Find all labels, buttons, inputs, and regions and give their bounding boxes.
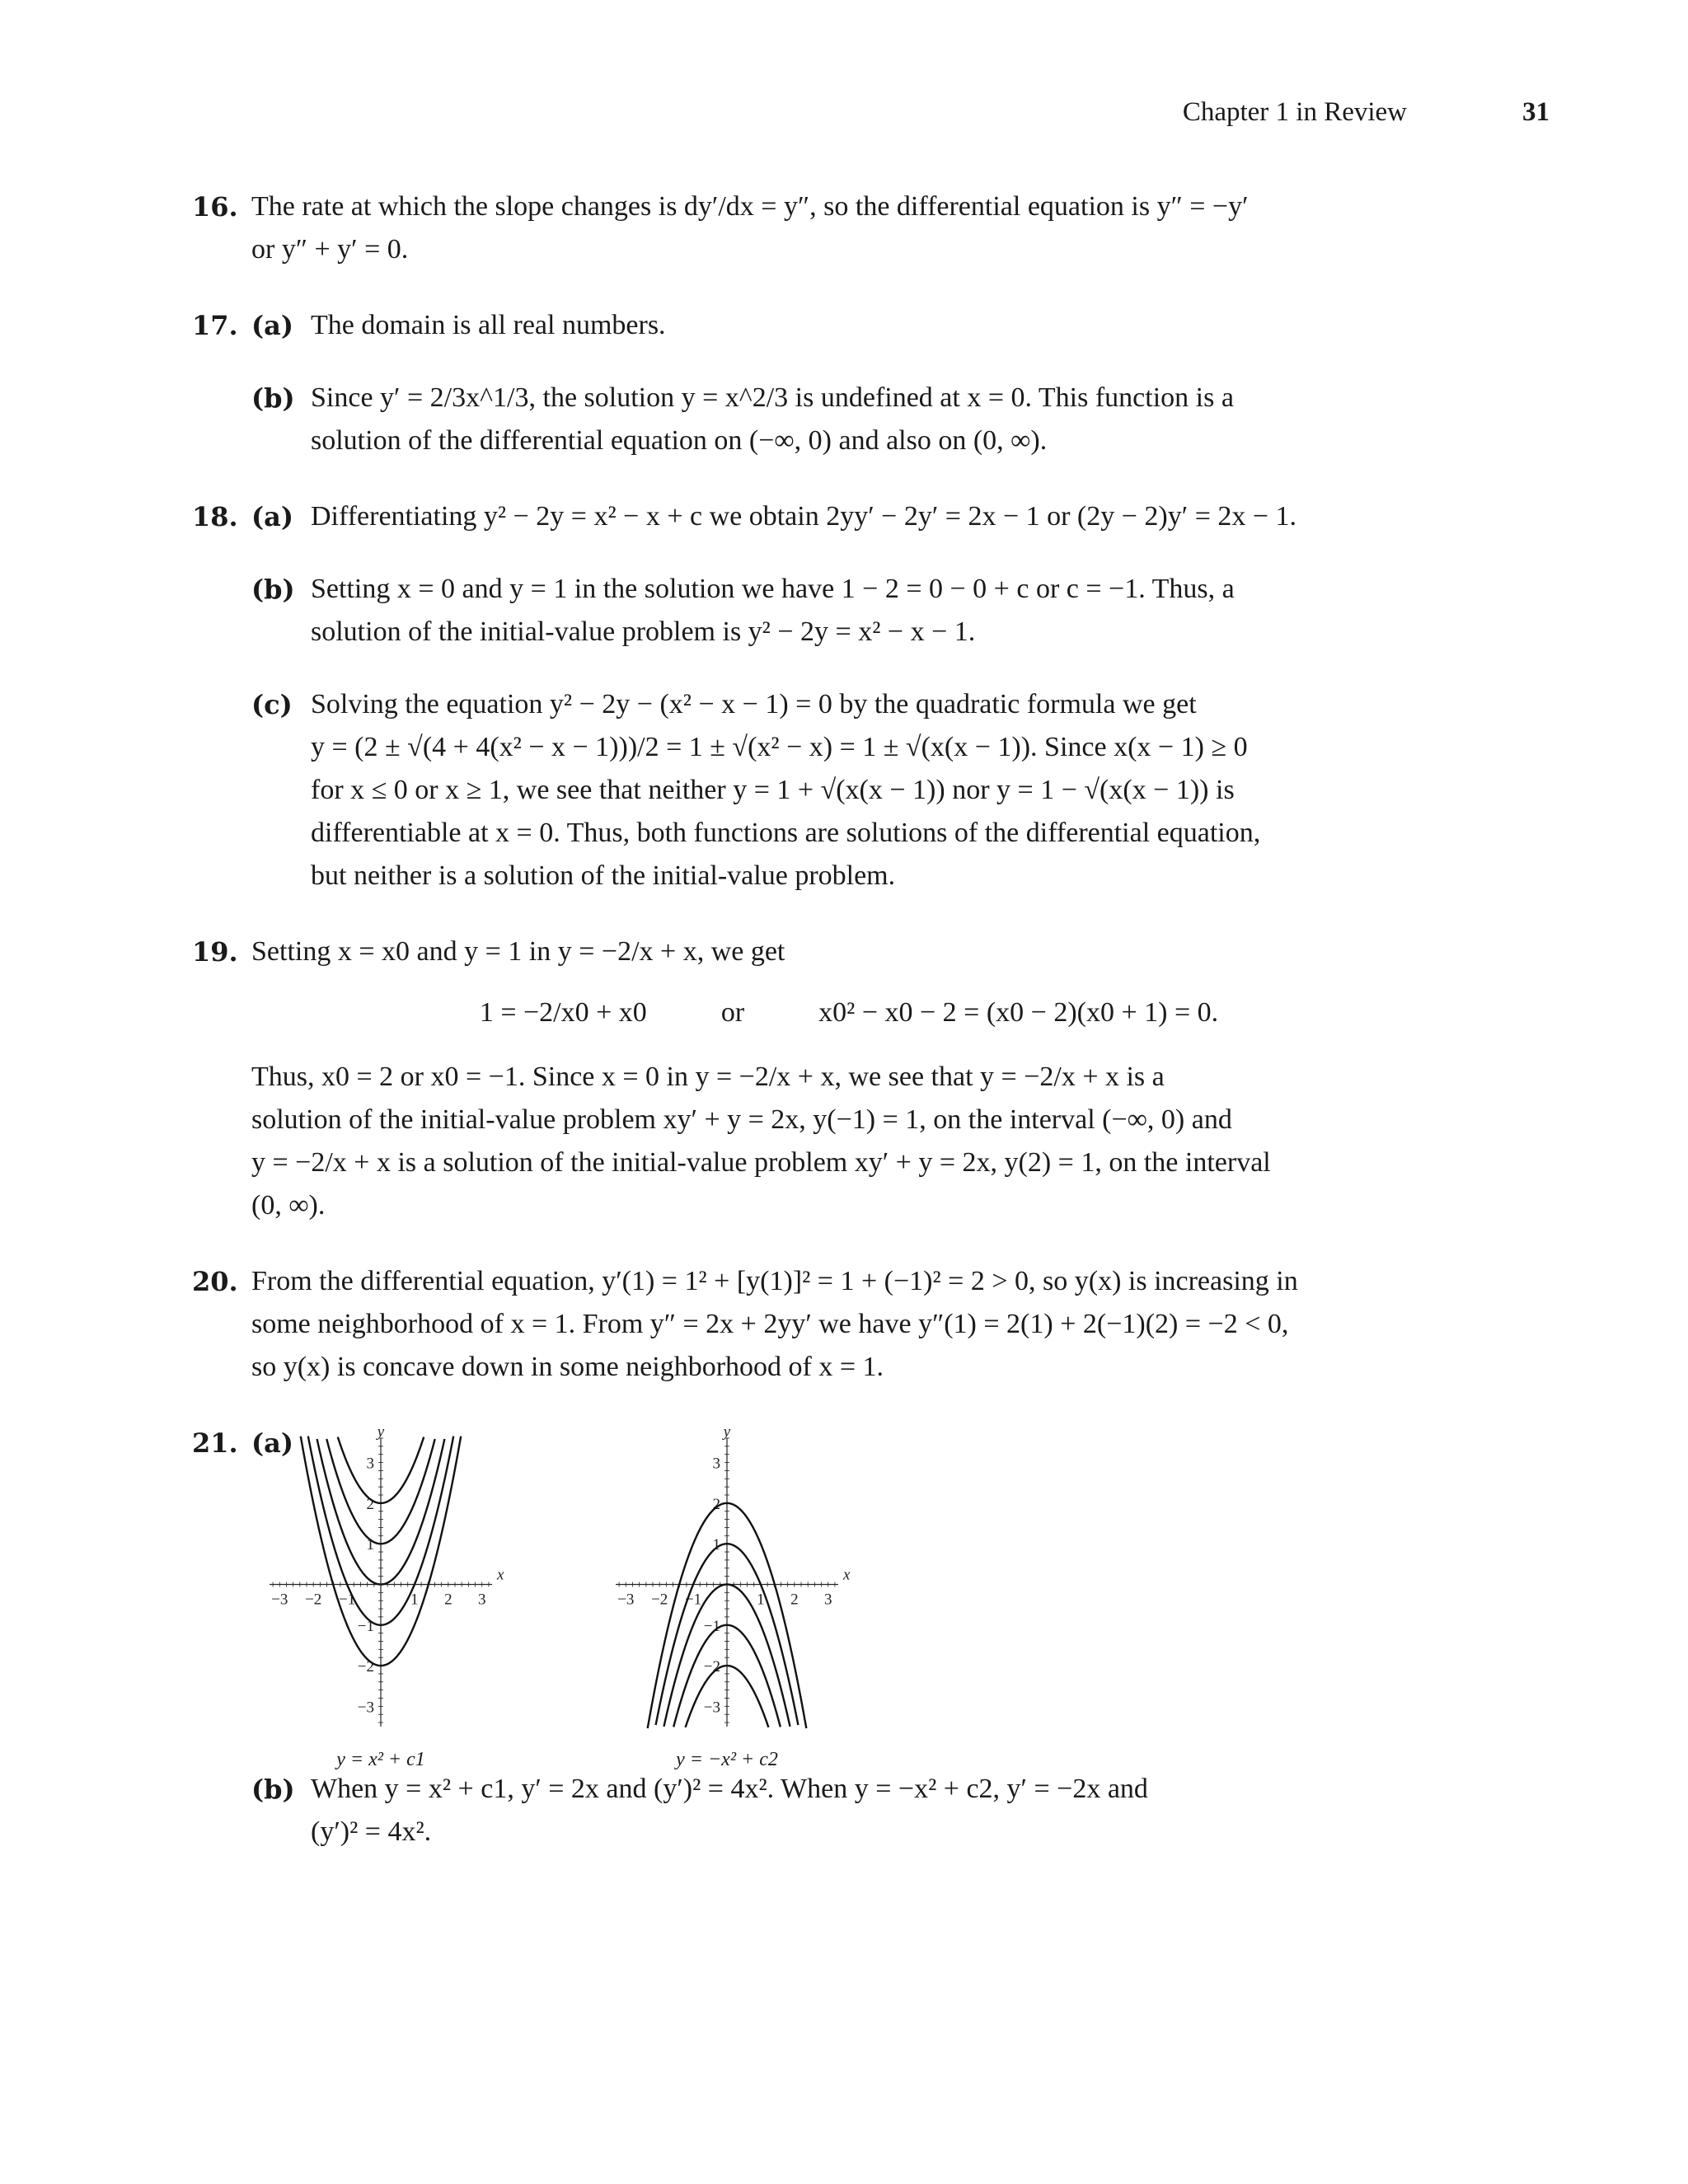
part-label: (a) (251, 501, 294, 532)
text-line: Since y′ = 2/3x^1/3, the solution y = x^2/3 is undefined at x = 0. This function is a (311, 382, 1234, 413)
y-axis-label: y (377, 1423, 385, 1441)
part-a (192, 495, 1447, 538)
part-b (192, 377, 1447, 462)
figures-row (271, 1422, 1447, 1770)
equation-or: or (720, 997, 745, 1028)
text-line: Differentiating y² − 2y = x² − x + c we obtain 2yy′ − 2y′ = 2x − 1 or (2y − 2)y′ = 2x − 1. (311, 501, 1297, 532)
y-tick-label: −3 (357, 1699, 374, 1717)
x-axis-label: x (497, 1566, 504, 1584)
text-line: Setting x = x0 and y = 1 in y = −2/x + x, we get (251, 936, 785, 967)
text-line: Thus, x0 = 2 or x0 = −1. Since x = 0 in y = −2/x + x, we see that y = −2/x + x is a (251, 1062, 1165, 1092)
part-label: (a) (251, 310, 294, 341)
x-tick-label: 1 (757, 1591, 765, 1609)
x-tick-label: 3 (477, 1591, 486, 1609)
problem-number: 16. (192, 191, 238, 223)
figure-caption: y = −x² + c2 (676, 1749, 778, 1770)
problem-20 (192, 1260, 1447, 1389)
part-c (192, 683, 1447, 898)
figure-parabolas-down (591, 1422, 863, 1781)
text-line: solution of the differential equation on (−∞, 0) and also on (0, ∞). (311, 425, 1048, 456)
x-tick-label: 1 (410, 1591, 419, 1609)
equation-left: 1 = −2/x0 + x0 (479, 997, 647, 1028)
text-line: some neighborhood of x = 1. From y″ = 2x + 2yy′ we have y″(1) = 2(1) + 2(−1)(2) = −2 < 0, (251, 1309, 1289, 1339)
y-tick-label: −2 (703, 1658, 720, 1676)
text-line: Setting x = 0 and y = 1 in the solution we have 1 − 2 = 0 − 0 + c or c = −1. Thus, a (311, 574, 1235, 604)
display-equation (251, 991, 1447, 1034)
y-tick-label: 3 (712, 1455, 720, 1473)
problem-16 (192, 185, 1447, 271)
x-tick-label: −3 (271, 1591, 288, 1609)
text-line: Solving the equation y² − 2y − (x² − x − 1) = 0 by the quadratic formula we get (311, 689, 1197, 719)
text-line: When y = x² + c1, y′ = 2x and (y′)² = 4x². When y = −x² + c2, y′ = −2x and (311, 1774, 1148, 1804)
part-b (192, 1768, 1447, 1854)
figure-caption: y = x² + c1 (336, 1749, 425, 1770)
text-line: solution of the initial-value problem xy′ + y = 2x, y(−1) = 1, on the interval (−∞, 0) and (251, 1104, 1232, 1135)
chart-parabolas-up (245, 1422, 517, 1743)
part-label: (c) (251, 689, 293, 720)
y-tick-label: 3 (366, 1455, 374, 1473)
problem-18 (192, 495, 1447, 898)
y-tick-label: −3 (703, 1699, 720, 1717)
text-line: differentiable at x = 0. Thus, both functions are solutions of the differential equation, (311, 818, 1261, 848)
problem-number: 18. (192, 501, 238, 532)
y-tick-label: 1 (366, 1536, 374, 1554)
x-tick-label: −1 (684, 1591, 702, 1609)
y-tick-label: −1 (357, 1617, 374, 1635)
problem-21 (192, 1422, 1447, 1854)
text-line: y = −2/x + x is a solution of the initial-value problem xy′ + y = 2x, y(2) = 1, on the interval (251, 1147, 1271, 1178)
problem-number: 19. (192, 936, 238, 968)
y-tick-label: −1 (703, 1617, 720, 1635)
text-line: (y′)² = 4x². (311, 1816, 432, 1847)
text-line: The rate at which the slope changes is dy′/dx = y″, so the differential equation is y″ = −y′ (251, 191, 1249, 222)
part-a (192, 304, 1447, 347)
equation-right: x0² − x0 − 2 = (x0 − 2)(x0 + 1) = 0. (818, 997, 1219, 1028)
part-label: (b) (251, 382, 295, 414)
x-tick-label: 2 (790, 1591, 799, 1609)
y-tick-label: 2 (366, 1495, 374, 1513)
y-tick-label: −2 (357, 1658, 374, 1676)
problem-number: 21. (192, 1427, 238, 1459)
text-line: but neither is a solution of the initial-value problem. (311, 860, 896, 891)
part-label: (a) (251, 1427, 294, 1459)
y-axis-label: y (723, 1423, 731, 1441)
text-line: or y″ + y′ = 0. (251, 234, 409, 265)
y-tick-label: 1 (712, 1536, 720, 1554)
x-tick-label: 3 (823, 1591, 832, 1609)
problem-number: 17. (192, 310, 238, 341)
text-line: y = (2 ± √(4 + 4(x² − x − 1)))/2 = 1 ± √(x² − x) = 1 ± √(x(x − 1)). Since x(x − 1) ≥ 0 (311, 732, 1248, 762)
text-line: so y(x) is concave down in some neighborhood of x = 1. (251, 1352, 884, 1382)
running-head (808, 97, 1550, 128)
x-tick-label: 2 (444, 1591, 452, 1609)
y-tick-label: 2 (712, 1495, 720, 1513)
page-content (192, 185, 1447, 1883)
problem-text (251, 185, 1447, 271)
x-tick-label: −2 (305, 1591, 322, 1609)
chart-parabolas-down (591, 1422, 863, 1743)
part-b (192, 568, 1447, 654)
problem-17 (192, 304, 1447, 462)
figure-parabolas-up (245, 1422, 517, 1781)
page-number: 31 (1522, 97, 1550, 127)
text-line: From the differential equation, y′(1) = 1² + [y(1)]² = 1 + (−1)² = 2 > 0, so y(x) is increasing in (251, 1266, 1298, 1296)
problem-19 (192, 930, 1447, 1227)
problem-number: 20. (192, 1266, 238, 1297)
x-tick-label: −3 (617, 1591, 635, 1609)
chapter-title: Chapter 1 in Review (1182, 97, 1407, 127)
part-a (192, 1422, 1447, 1770)
x-tick-label: −2 (651, 1591, 668, 1609)
x-axis-label: x (843, 1566, 851, 1584)
text-line: for x ≤ 0 or x ≥ 1, we see that neither y = 1 + √(x(x − 1)) nor y = 1 − √(x(x − 1)) is (311, 775, 1235, 805)
x-tick-label: −1 (338, 1591, 356, 1609)
text-line: The domain is all real numbers. (311, 310, 666, 340)
part-label: (b) (251, 574, 295, 605)
part-label: (b) (251, 1774, 295, 1805)
text-line: solution of the initial-value problem is y² − 2y = x² − x − 1. (311, 616, 976, 647)
text-line: (0, ∞). (251, 1190, 326, 1221)
